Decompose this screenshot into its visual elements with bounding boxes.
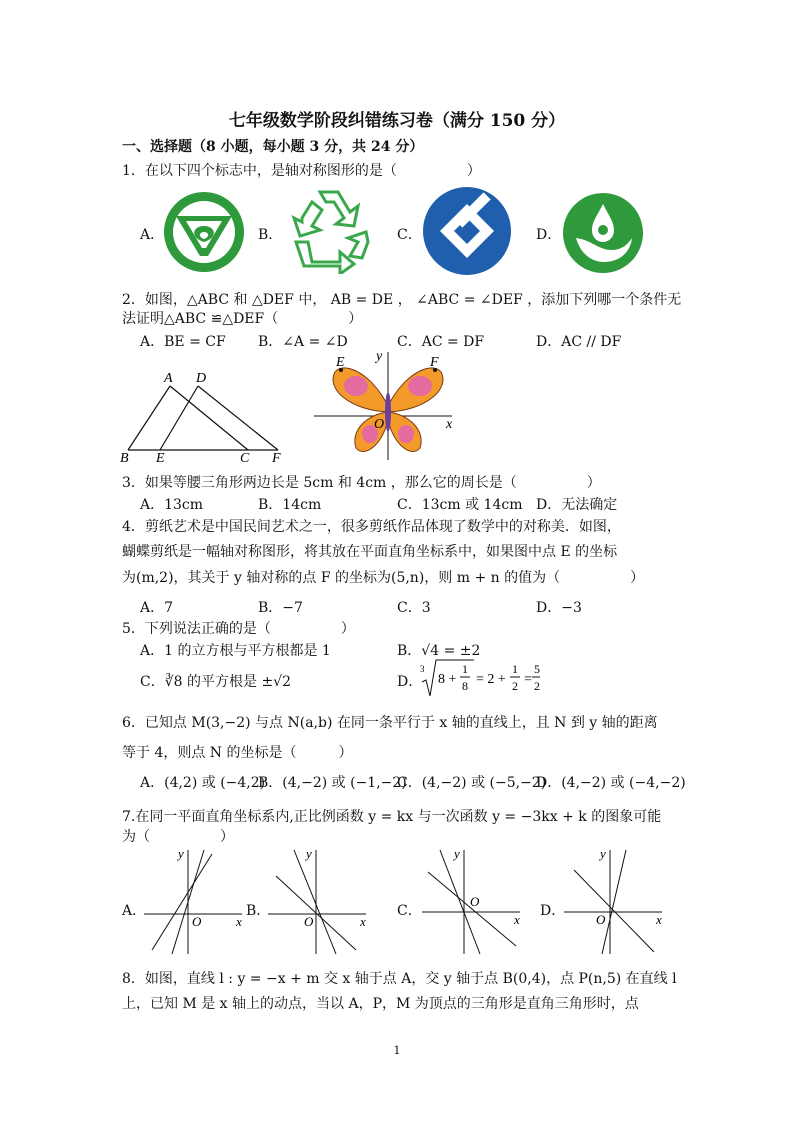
- page-number: 1: [393, 1044, 401, 1057]
- q3-option-b: B．14cm: [258, 497, 322, 513]
- q2-line2: 法证明△ABC ≌△DEF（ ）: [122, 311, 363, 327]
- q7-graph-d: [562, 846, 666, 956]
- q4-option-b: B．−7: [258, 600, 303, 616]
- svg-text:x: x: [514, 912, 520, 927]
- root-index: 3: [420, 664, 425, 674]
- q1-stem: 1．在以下四个标志中，是轴对称图形的是（ ）: [122, 163, 481, 179]
- q4-line3: 为(m,2)，其关于 y 轴对称的点 F 的坐标为(5,n)，则 m + n 的值为（ ）: [122, 570, 645, 586]
- q3-stem: 3．如果等腰三角形两边长是 5cm 和 4cm ，那么它的周长是（ ）: [122, 475, 601, 491]
- q8-line1: 8．如图，直线 l : y = −x + m 交 x 轴于点 A，交 y 轴于点 B(0,4)，点 P(n,5) 在直线 l: [122, 971, 677, 987]
- svg-text:O: O: [304, 914, 314, 929]
- q4-option-a: A．7: [140, 600, 174, 616]
- q2-option-c: C．AC = DF: [397, 334, 485, 350]
- q7-graph-a: [142, 846, 246, 956]
- axis-x: x: [446, 417, 453, 432]
- label-E: E: [156, 451, 165, 464]
- q6-option-a: A．(4,2) 或 (−4,2): [140, 775, 266, 791]
- q7-label-a: A．: [122, 903, 147, 919]
- svg-text:O: O: [192, 914, 202, 929]
- label-B: B: [120, 451, 129, 464]
- q8-line2: 上，已知 M 是 x 轴上的动点，当以 A，P，M 为顶点的三角形是直角三角形时，点: [122, 996, 639, 1012]
- q2-option-d: D．AC // DF: [536, 334, 622, 350]
- label-D: D: [196, 371, 207, 386]
- frac2-num: 1: [512, 662, 518, 676]
- triangle-figure: [118, 368, 288, 464]
- q4-option-c: C．3: [397, 600, 431, 616]
- q7-graph-b: [266, 846, 370, 956]
- butterfly-figure: [310, 350, 460, 462]
- water-logo: [562, 192, 644, 274]
- bank-logo: [422, 186, 512, 276]
- eq-part1: = 2 +: [476, 672, 506, 687]
- q7-label-c: C．: [397, 903, 422, 919]
- q5-option-c: C．∛8 的平方根是 ±√2: [140, 674, 291, 690]
- q3-option-d: D．无法确定: [536, 497, 618, 513]
- q4-option-d: D．−3: [536, 600, 582, 616]
- q6-option-d: D．(4,−2) 或 (−4,−2): [536, 775, 686, 791]
- q4-line2: 蝴蝶剪纸是一幅轴对称图形，将其放在平面直角坐标系中，如果图中点 E 的坐标: [122, 544, 618, 560]
- svg-text:y: y: [454, 846, 460, 861]
- q2-line1: 2．如图，△ABC 和 △DEF 中， AB = DE ， ∠ABC = ∠DEF ，添加下列哪一个条件无: [122, 292, 682, 308]
- svg-text:y: y: [600, 846, 606, 861]
- frac1-den: 8: [462, 679, 468, 693]
- q6-option-b: B．(4,−2) 或 (−1,−2): [258, 775, 407, 791]
- page-title: 七年级数学阶段纠错练习卷（满分 150 分）: [228, 111, 566, 131]
- svg-text:y: y: [306, 846, 312, 861]
- q2-option-b: B．∠A = ∠D: [258, 334, 348, 350]
- svg-text:O: O: [596, 912, 606, 927]
- q2-option-a: A．BE = CF: [140, 334, 226, 350]
- frac3-den: 2: [534, 679, 540, 693]
- q5-stem: 5．下列说法正确的是（ ）: [122, 621, 355, 637]
- q3-option-a: A．13cm: [140, 497, 204, 513]
- label-A: A: [164, 371, 173, 386]
- green-food-logo: [162, 190, 246, 274]
- q5-option-b: B．√4 = ±2: [397, 643, 481, 659]
- root-term: 8 +: [438, 672, 457, 687]
- q7-line1: 7.在同一平面直角坐标系内,正比例函数 y = kx 与一次函数 y = −3kx + k 的图象可能: [122, 809, 662, 825]
- q1-label-a: A．: [140, 227, 165, 243]
- frac3-num: 5: [534, 662, 540, 676]
- eq-part2: =: [524, 672, 532, 687]
- svg-text:O: O: [470, 894, 480, 909]
- q5-option-d-label: D．: [397, 674, 423, 690]
- q6-option-c: C．(4,−2) 或 (−5,−2): [397, 775, 547, 791]
- q1-label-c: C．: [397, 227, 422, 243]
- frac2-den: 2: [512, 679, 518, 693]
- q1-label-d: D．: [536, 227, 562, 243]
- q3-option-c: C．13cm 或 14cm: [397, 497, 523, 513]
- q7-label-b: B．: [246, 903, 271, 919]
- label-E: E: [336, 355, 345, 370]
- section-heading: 一、选择题（8 小题，每小题 3 分，共 24 分）: [122, 139, 424, 155]
- q6-line1: 6．已知点 M(3,−2) 与点 N(a,b) 在同一条平行于 x 轴的直线上，且 N 到 y 轴的距离: [122, 715, 658, 731]
- q7-graph-c: [420, 846, 524, 956]
- svg-text:y: y: [178, 846, 184, 861]
- q5-option-d: [397, 671, 422, 691]
- svg-text:x: x: [656, 912, 662, 927]
- recycle-icon: [282, 186, 376, 274]
- q5-option-d-formula: [420, 656, 540, 700]
- q4-line1: 4．剪纸艺术是中国民间艺术之一，很多剪纸作品体现了数学中的对称美．如图，: [122, 519, 621, 535]
- svg-text:x: x: [360, 914, 366, 929]
- q6-line2: 等于 4，则点 N 的坐标是（ ）: [122, 745, 353, 761]
- q1-label-b: B．: [258, 227, 283, 243]
- svg-text:x: x: [236, 914, 242, 929]
- label-F: F: [272, 451, 281, 464]
- q7-line2: 为（ ）: [122, 829, 234, 845]
- frac1-num: 1: [462, 662, 468, 676]
- q7-label-d: D．: [540, 903, 566, 919]
- axis-y: y: [376, 350, 383, 364]
- label-C: C: [240, 451, 250, 464]
- origin: O: [374, 417, 385, 432]
- label-F: F: [430, 355, 439, 370]
- q5-option-a: A．1 的立方根与平方根都是 1: [140, 643, 331, 659]
